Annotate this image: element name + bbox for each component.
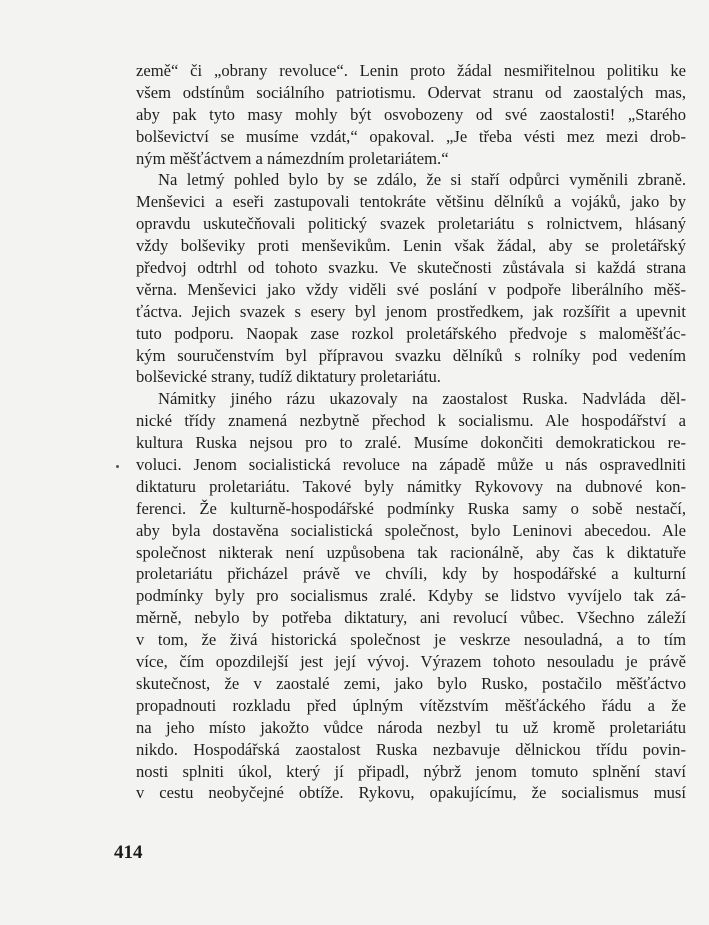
- text-line: společnost nikterak není uzpůsobena tak racionálně, aby čas k diktatuře: [136, 542, 686, 562]
- text-line: měrně, nebylo by potřeba diktatury, ani revolucí vůbec. Všechno záleží: [136, 608, 686, 628]
- text-line: věrna. Menševici jako vždy viděli své poslání v podpoře liberálního měš-: [136, 279, 686, 299]
- text-line: ťáctva. Jejich svazek s esery byl jenom prostředkem, jak rozšířit a upevnit: [136, 301, 686, 321]
- text-line: propadnouti rozkladu před úplným vítězstvím měšťáckého řádu a že: [136, 695, 686, 715]
- text-line: kultura Ruska nejsou pro to zralé. Musíme dokončiti demokratickou re-: [136, 433, 686, 453]
- text-line: předvoj odtrhl od tohoto svazku. Ve skutečnosti zůstávala si každá strana: [136, 258, 686, 278]
- body-text: [136, 60, 686, 804]
- text-line: tuto podporu. Naopak zase rozkol proletářského předvoje s maloměšťác-: [136, 323, 686, 343]
- scan-speck: [116, 465, 119, 468]
- page-number: 414: [114, 842, 143, 863]
- text-line: podmínky byly pro socialismus zralé. Kdyby se lidstvo vyvíjelo tak zá-: [136, 586, 686, 606]
- text-line: Na letmý pohled bylo by se zdálo, že si staří odpůrci vyměnili zbraně.: [158, 170, 686, 190]
- text-line: diktaturu proletariátu. Takové byly námitky Rykovovy na dubnové kon-: [136, 476, 686, 496]
- text-line: skutečnost, že v zaostalé zemi, jako bylo Rusko, postačilo měšťáctvo: [136, 673, 686, 693]
- text-line: nosti splniti úkol, který jí připadl, nýbrž jenom tomuto splnění staví: [136, 761, 686, 781]
- text-line: nické třídy znamená nezbytně přechod k socialismu. Ale hospodářství a: [136, 411, 686, 431]
- text-line: opravdu uskutečňovali politický svazek proletariátu s rolnictvem, hlásaný: [136, 214, 686, 234]
- text-line: ferenci. Že kulturně-hospodářské podmínky Ruska samy o sobě nestačí,: [136, 498, 686, 518]
- text-line: Námitky jiného rázu ukazovaly na zaostalost Ruska. Nadvláda děl-: [158, 389, 686, 409]
- text-line: bolševické strany, tudíž diktatury proletariátu.: [136, 367, 441, 387]
- text-line: země“ či „obrany revoluce“. Lenin proto žádal nesmiřitelnou politiku ke: [136, 61, 686, 80]
- text-line: Menševici a eseři zastupovali tentokráte většinu dělníků a vojáků, jako by: [136, 192, 686, 212]
- text-line: voluci. Jenom socialistická revoluce na západě může u nás ospravedlniti: [136, 455, 686, 475]
- text-line: aby byla dostavěna socialistická společnost, bylo Leninovi abecedou. Ale: [136, 520, 686, 540]
- text-line: ným měšťáctvem a námezdním proletariátem.“: [136, 148, 449, 168]
- text-line: na jeho místo jakožto vůdce národa nezbyl tu už kromě proletariátu: [136, 717, 686, 737]
- text-line: nikdo. Hospodářská zaostalost Ruska nezbavuje dělnickou třídu povin-: [136, 739, 686, 759]
- text-line: více, čím opozdilejší jest její vývoj. Výrazem tohoto nesouladu je právě: [136, 652, 686, 672]
- text-line: bolševictví se musíme vzdát,“ opakoval. „Je třeba vésti mez mezi drob-: [136, 126, 686, 146]
- text-line: v cestu neobyčejné obtíže. Rykovu, opakujícímu, že socialismus musí: [136, 783, 686, 803]
- text-line: kým souručenstvím byl přípravou svazku dělníků s rolníky pod vedením: [136, 345, 686, 365]
- text-line: v tom, že živá historická společnost je veskrze nesouladná, a to tím: [136, 630, 686, 650]
- text-line: vždy bolševiky proti menševikům. Lenin však žádal, aby se proletářský: [136, 236, 686, 256]
- text-line: proletariátu přicházel právě ve chvíli, kdy by hospodářské a kulturní: [136, 564, 686, 584]
- text-line: všem odstínům sociálního patriotismu. Odervat stranu od zaostalých mas,: [136, 82, 686, 102]
- text-line: aby pak tyto masy mohly být osvobozeny od své zaostalosti! „Starého: [136, 104, 686, 124]
